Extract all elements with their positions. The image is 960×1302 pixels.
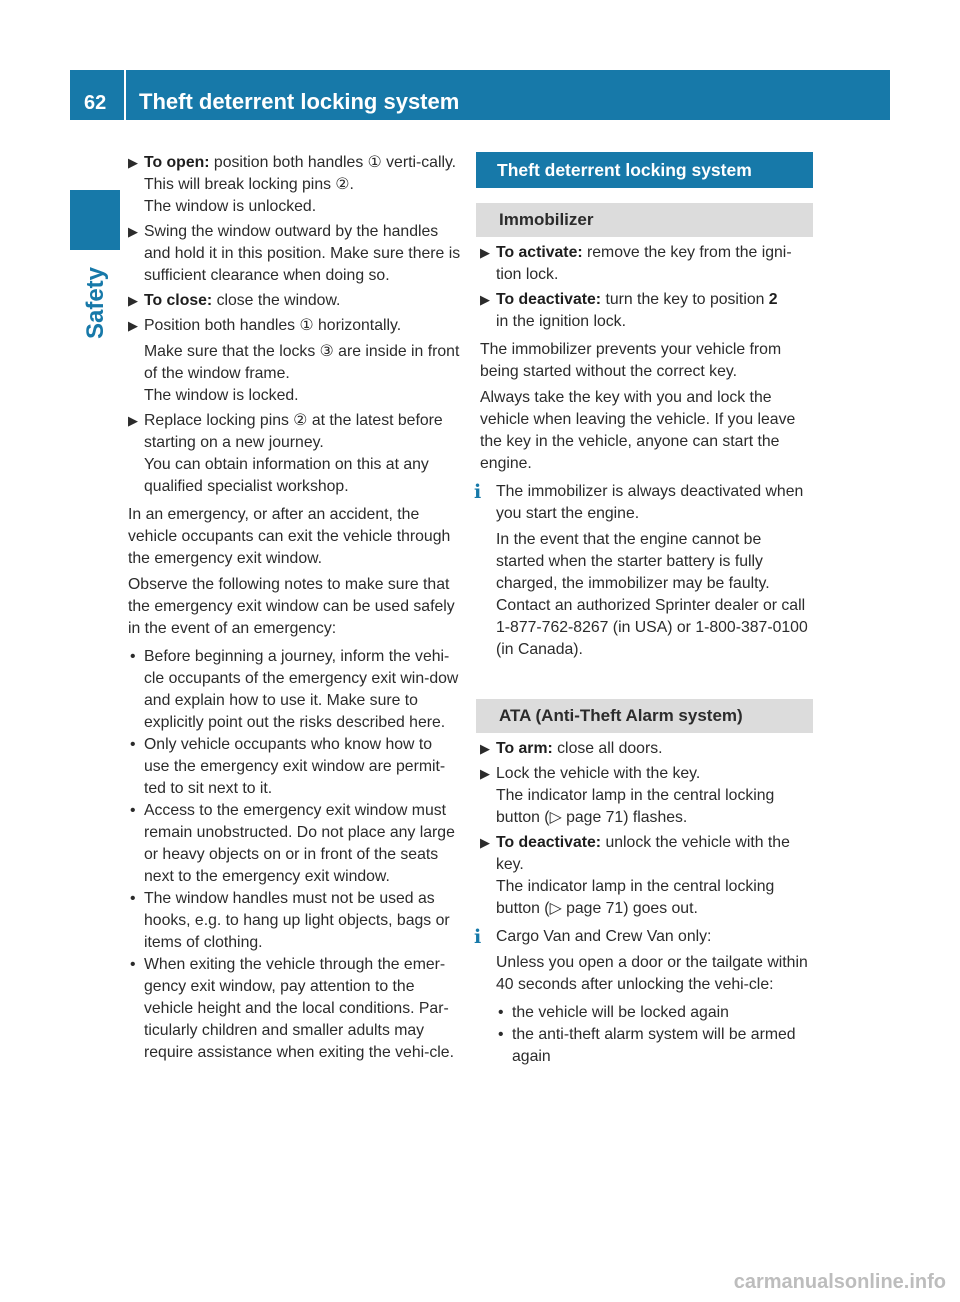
step-to-open bbox=[128, 152, 461, 218]
step-arrow-icon: ▶ bbox=[480, 766, 490, 781]
step-to-arm bbox=[480, 738, 813, 760]
info-icon: i bbox=[474, 481, 482, 503]
step-arrow-icon: ▶ bbox=[128, 293, 138, 308]
bullet-icon: • bbox=[130, 648, 136, 665]
list-item bbox=[496, 1002, 813, 1024]
right-column bbox=[474, 152, 813, 1072]
step-label: To deactivate: bbox=[496, 834, 602, 851]
list-item bbox=[128, 954, 461, 1064]
bullet-icon: • bbox=[130, 802, 136, 819]
list-item bbox=[128, 734, 461, 800]
list-item bbox=[128, 888, 461, 954]
step-to-activate bbox=[480, 242, 813, 286]
step-swing-window bbox=[128, 221, 461, 287]
info-icon: i bbox=[474, 926, 482, 948]
step-text: unlock the vehicle with the key. bbox=[496, 834, 790, 873]
list-item-text: Before beginning a journey, inform the vehi-cle occupants of the emergency exit win-dow and explain how to use it. Make sure to explicitly point out the risks described here. bbox=[144, 648, 459, 731]
info-text: In the event that the engine cannot be started when the starter battery is fully charged, the immobilizer may be faulty. Contact an authorized Sprinter dealer or call 1-877-762-8267 (in USA) or 1-800-387-0100 (in Canada). bbox=[496, 531, 808, 658]
info-text: Unless you open a door or the tailgate within 40 seconds after unlocking the vehi-cle: bbox=[496, 954, 808, 993]
step-result: The indicator lamp in the central locking button (▷ page 71) goes out. bbox=[496, 878, 775, 917]
paragraph: In an emergency, or after an accident, the vehicle occupants can exit the vehicle through the emergency exit window. bbox=[128, 506, 451, 567]
key-position: 2 bbox=[768, 291, 778, 308]
step-text-cont: in the ignition lock. bbox=[496, 313, 626, 330]
page-title: Theft deterrent locking system bbox=[139, 89, 460, 114]
info-note-immobilizer bbox=[474, 481, 813, 661]
step-arrow-icon: ▶ bbox=[480, 741, 490, 756]
step-label: To activate: bbox=[496, 244, 583, 261]
step-arrow-icon: ▶ bbox=[128, 224, 138, 239]
step-label: To close: bbox=[144, 292, 213, 309]
step-label: To open: bbox=[144, 154, 210, 171]
list-item-text: the anti-theft alarm system will be armed again bbox=[512, 1026, 796, 1065]
step-text: remove the key from the igni-tion lock. bbox=[496, 244, 792, 283]
bullet-icon: • bbox=[130, 956, 136, 973]
step-arrow-icon: ▶ bbox=[128, 318, 138, 333]
bullet-icon: • bbox=[130, 890, 136, 907]
step-to-close bbox=[128, 290, 461, 312]
step-text: close the window. bbox=[216, 292, 341, 309]
step-arrow-icon: ▶ bbox=[480, 245, 490, 260]
step-position-handles bbox=[128, 315, 461, 407]
step-ata-deactivate bbox=[480, 832, 813, 920]
list-item bbox=[496, 1024, 813, 1068]
step-text: Replace locking pins ② at the latest before starting on a new journey. bbox=[144, 412, 443, 451]
subsection-heading-immobilizer: Immobilizer bbox=[476, 203, 813, 237]
step-arrow-icon: ▶ bbox=[480, 292, 490, 307]
step-replace-pins bbox=[128, 410, 461, 498]
paragraph: The immobilizer prevents your vehicle from being started without the correct key. bbox=[480, 341, 782, 380]
section-tab-label bbox=[72, 258, 120, 348]
ata-list bbox=[496, 1002, 813, 1068]
list-item-text: the vehicle will be locked again bbox=[512, 1004, 729, 1021]
step-result: The window is unlocked. bbox=[144, 198, 317, 215]
step-text: turn the key to position bbox=[605, 291, 765, 308]
info-text: The immobilizer is always deactivated when you start the engine. bbox=[496, 483, 804, 522]
section-tab-text: Safety bbox=[82, 266, 109, 340]
left-column bbox=[128, 152, 461, 1064]
header-divider bbox=[124, 70, 126, 120]
step-text: Lock the vehicle with the key. bbox=[496, 765, 701, 782]
bullet-icon: • bbox=[498, 1026, 504, 1043]
list-item-text: Only vehicle occupants who know how to use the emergency exit window are permit-ted to sit next to it. bbox=[144, 736, 446, 797]
section-heading: Theft deterrent locking system bbox=[476, 152, 813, 188]
step-arrow-icon: ▶ bbox=[128, 413, 138, 428]
step-text: Position both handles ① horizontally. bbox=[144, 317, 402, 334]
notes-list bbox=[128, 646, 461, 1064]
step-text: Swing the window outward by the handles and hold it in this position. Make sure there is sufficient clearance when doing so. bbox=[144, 223, 461, 284]
step-result: You can obtain information on this at any qualified specialist workshop. bbox=[144, 456, 429, 495]
step-lock-vehicle bbox=[480, 763, 813, 829]
step-result: Make sure that the locks ③ are inside in front of the window frame. bbox=[144, 343, 460, 382]
step-label: To deactivate: bbox=[496, 291, 602, 308]
step-arrow-icon: ▶ bbox=[480, 835, 490, 850]
list-item bbox=[128, 800, 461, 888]
step-text: position both handles ① verti-cally. This will break locking pins ②. bbox=[144, 154, 457, 193]
step-to-deactivate bbox=[480, 289, 813, 333]
list-item bbox=[128, 646, 461, 734]
watermark: carmanualsonline.info bbox=[733, 1271, 946, 1293]
step-text: close all doors. bbox=[557, 740, 663, 757]
paragraph: Always take the key with you and lock the vehicle when leaving the vehicle. If you leave the key in the vehicle, anyone can start the engine. bbox=[480, 389, 796, 472]
list-item-text: When exiting the vehicle through the emer-gency exit window, pay attention to the vehicle height and the local conditions. Par-ticularly children and smaller adults may require assistance when exiting the vehi-cle. bbox=[144, 956, 454, 1061]
page-number: 62 bbox=[84, 92, 107, 114]
paragraph: Observe the following notes to make sure that the emergency exit window can be used safely in the event of an emergency: bbox=[128, 576, 455, 637]
subsection-heading-ata: ATA (Anti-Theft Alarm system) bbox=[476, 699, 813, 733]
bullet-icon: • bbox=[130, 736, 136, 753]
step-result: The indicator lamp in the central locking button (▷ page 71) flashes. bbox=[496, 787, 775, 826]
bullet-icon: • bbox=[498, 1004, 504, 1021]
list-item-text: The window handles must not be used as hooks, e.g. to hang up light objects, bags or items of clothing. bbox=[144, 890, 450, 951]
section-tab-marker bbox=[70, 190, 120, 250]
list-item-text: Access to the emergency exit window must remain unobstructed. Do not place any large or heavy objects on or in front of the seats next to the emergency exit window. bbox=[144, 802, 455, 885]
info-text: Cargo Van and Crew Van only: bbox=[496, 928, 712, 945]
step-arrow-icon: ▶ bbox=[128, 155, 138, 170]
info-note-ata bbox=[474, 926, 813, 1068]
step-result: The window is locked. bbox=[144, 387, 299, 404]
step-label: To arm: bbox=[496, 740, 553, 757]
